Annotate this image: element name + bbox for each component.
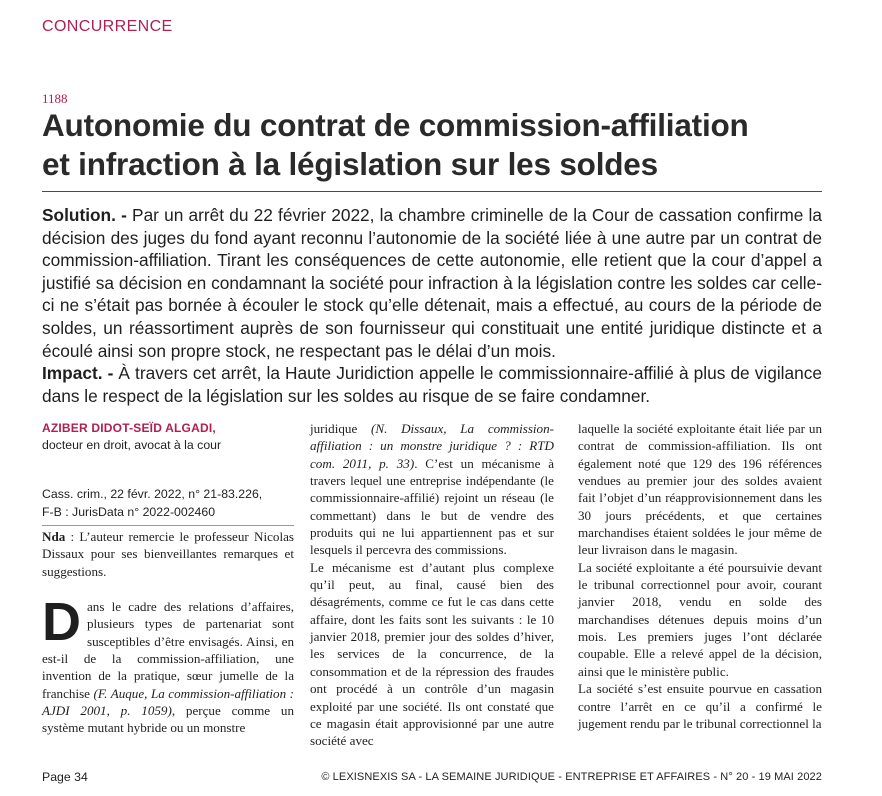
column-2-paragraph-1	[310, 420, 554, 559]
case-reference	[42, 486, 292, 521]
title-divider	[42, 191, 822, 192]
reference-divider	[42, 525, 294, 526]
column-2-text-b: . C’est un mécanisme à travers lequel une entreprise indépendante (le commissionnaire-affilié) rejoint un réseau (le commettant) dans le but de vendre des produits qui ne lui appartiennent pas et sur lesquels il percevra des commissions.	[310, 455, 555, 558]
column-1-text-b: , perçue comme un système mutant hybride ou un monstre	[42, 703, 294, 736]
column-3-paragraph-2: La société exploitante a été poursuivie devant le tribunal correctionnel pour avoir, courant janvier 2018, vendu en solde des marchandises détenues depuis moins d’un mois. Les premiers juges l’ont déclarée coupable. Elle a relevé appel de la décision, ainsi que le ministère public.	[578, 559, 822, 679]
column-2-body	[310, 420, 554, 750]
column-1-body	[42, 592, 294, 737]
reference-line-1: Cass. crim., 22 févr. 2022, n° 21-83.226,	[42, 487, 263, 501]
impact-paragraph	[42, 362, 822, 407]
note-label: Nda	[42, 529, 66, 544]
column-2-paragraph-2: Le mécanisme est d’autant plus complexe qu’il peut, au final, causé bien des désagréments, comme ce fut le cas dans cette affaire, dont les faits sont les suivants : le 10 janvier 2018, premier jour des soldes d’hiver, les services de la concurrence, de la consommation et de la répression des fraudes ont procédé à un contrôle d’un magasin exploité par une société. Ils ont constaté que ce magasin était approvisionné par une autre société avec	[310, 559, 554, 749]
drop-cap: D	[42, 592, 81, 652]
column-2-citation: (N. Dissaux, La commission-affiliation : un monstre juridique ? : RTD com. 2011, p. 33)	[310, 421, 555, 471]
impact-text: À travers cet arrêt, la Haute Juridiction appelle le commissionnaire-affilié à plus de vigilance dans le respect de la législation sur les soldes au risque de se faire condamner.	[42, 363, 822, 406]
section-rubric: CONCURRENCE	[42, 18, 173, 35]
title-line-2: et infraction à la législation sur les soldes	[42, 146, 658, 182]
column-1-citation: (F. Auque, La commission-affiliation : AJDI 2001, p. 1059)	[42, 685, 294, 719]
solution-label: Solution. -	[42, 205, 127, 225]
note-text: : L’auteur remercie le professeur Nicolas Dissaux pour ses bienveillantes remarques et suggestions.	[42, 529, 294, 579]
summary-block	[42, 204, 822, 407]
column-1-note	[42, 528, 294, 580]
solution-text: Par un arrêt du 22 février 2022, la chambre criminelle de la Cour de cassation confirme la décision des juges du fond ayant reconnu l’autonomie de la société liée à une autre par un contrat de commission-affiliation. Tirant les conséquences de cette autonomie, elle retient que la cour d’appel a justifié sa décision en condamnant la société pour infraction à la législation contre les soldes car celle-ci ne s’était pas bornée à écouler le stock qu’elle détenait, mais a effectué, au cours de la période de soldes, un réassortiment auprès de son fournisseur qui constituait une entité juridique distincte et a écoulé ainsi son propre stock, ne respectant pas le délai d’un mois.	[42, 205, 823, 361]
author-note	[42, 528, 294, 580]
article-title	[42, 106, 842, 184]
column-3-paragraph-3: La société s’est ensuite pourvue en cassation contre l’arrêt en ce qu’il a confirmé le jugement rendu par le tribunal correctionnel la	[578, 681, 822, 731]
article-number: 1188	[42, 91, 68, 106]
publication-line: © LEXISNEXIS SA - LA SEMAINE JURIDIQUE - ENTREPRISE ET AFFAIRES - N° 20 - 19 MAI 2022	[321, 771, 822, 783]
column-2-text-a: juridique	[310, 421, 371, 436]
author-name: AZIBER DIDOT-SEÏD ALGADI,	[42, 421, 216, 435]
column-1-paragraph	[42, 592, 294, 737]
impact-label: Impact. -	[42, 363, 114, 384]
column-3-paragraph-1: laquelle la société exploitante était liée par un contrat de commission-affiliation. Ils ont également noté que 129 des 196 références vendues au premier jour des soldes avaient fait l’objet d’un réapprovisionnement dans les 30 jours précédents, et que certaines marchandises étaient soldées le jour même de leur livraison dans le magasin.	[578, 421, 822, 558]
column-1-text-a: ans le cadre des relations d’affaires, plusieurs types de partenariat sont susceptibles d’être envisagés. Ainsi, en est-il de la commission-affiliation, une invention de la pratique, sœur jumelle de la franchise	[42, 599, 294, 701]
title-line-1: Autonomie du contrat de commission-affiliation	[42, 107, 749, 143]
column-3-body	[578, 420, 822, 732]
author-role: docteur en droit, avocat à la cour	[42, 438, 222, 452]
reference-line-2: F-B : JurisData n° 2022-002460	[42, 504, 216, 519]
solution-paragraph	[42, 204, 822, 362]
page-number: Page 34	[42, 770, 88, 784]
